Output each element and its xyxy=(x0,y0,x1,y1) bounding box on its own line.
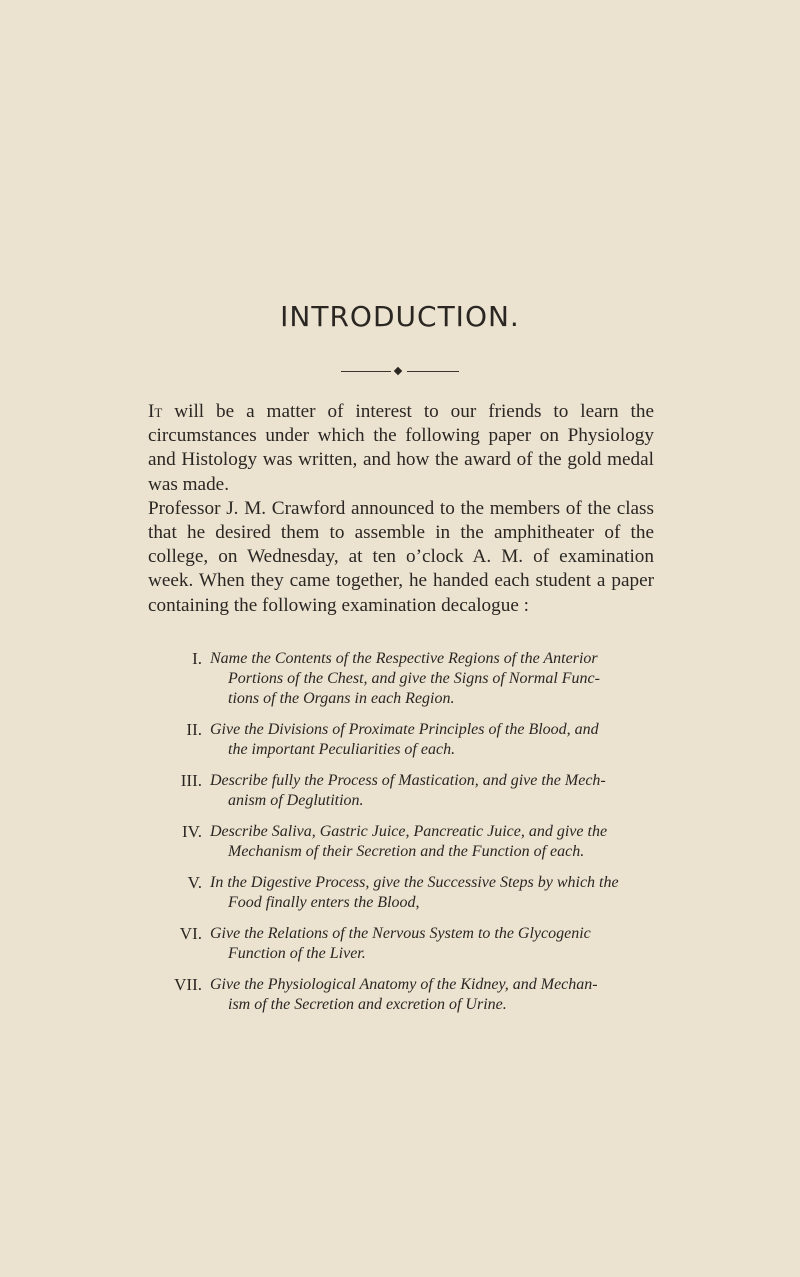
question-number: I. xyxy=(192,649,202,668)
question-line: tions of the Organs in each Region. xyxy=(228,690,455,707)
paragraph-1-lead: It xyxy=(148,401,163,422)
question-text xyxy=(210,975,654,1015)
question-text xyxy=(210,924,654,964)
question-item xyxy=(148,924,654,964)
paragraph-1-text: will be a matter of interest to our friends to learn the circumstances under which the following paper on Physiology and Histology was written, and how the award of the gold medal was made. xyxy=(148,401,654,495)
question-number: V. xyxy=(187,873,202,892)
question-line: Mechanism of their Secretion and the Function of each. xyxy=(228,843,585,860)
title-ornament-rule xyxy=(341,367,459,377)
question-number: VI. xyxy=(179,924,202,943)
paragraph-2-text: Professor J. M. Crawford announced to the members of the class that he desired them to assemble in the amphitheater of the college, on Wednesday, at ten o’clock A. M. of examination week. When they came together, he handed each student a paper containing the following examination decalogue : xyxy=(148,497,654,616)
examination-questions xyxy=(148,649,654,1026)
question-line: Portions of the Chest, and give the Signs of Normal Func- xyxy=(228,670,600,687)
paragraph-2 xyxy=(148,497,654,618)
question-number: VII. xyxy=(174,975,202,994)
question-item xyxy=(148,873,654,913)
question-text xyxy=(210,720,654,760)
question-line: Function of the Liver. xyxy=(228,945,366,962)
question-line: Describe Saliva, Gastric Juice, Pancreatic Juice, and give the xyxy=(210,823,608,840)
question-text xyxy=(210,649,654,709)
ornament-rule-left xyxy=(341,371,391,372)
paragraph-1 xyxy=(148,400,654,497)
question-text xyxy=(210,771,654,811)
question-text xyxy=(210,822,654,862)
question-line: Give the Relations of the Nervous System to the Glycogenic xyxy=(210,925,591,942)
question-line: anism of Deglutition. xyxy=(228,792,364,809)
question-item xyxy=(148,649,654,709)
ornament-rule-right xyxy=(407,371,459,372)
question-number: IV. xyxy=(182,822,202,841)
question-line: Food finally enters the Blood, xyxy=(228,894,420,911)
question-line: Name the Contents of the Respective Regions of the Anterior xyxy=(210,650,598,667)
ornament-diamond xyxy=(394,367,402,375)
question-item xyxy=(148,771,654,811)
question-number: III. xyxy=(180,771,202,790)
question-number: II. xyxy=(186,720,202,739)
question-text xyxy=(210,873,654,913)
question-line: Give the Physiological Anatomy of the Kidney, and Mechan- xyxy=(210,976,598,993)
introduction-body xyxy=(148,400,654,618)
page-title: INTRODUCTION. xyxy=(280,300,520,333)
question-line: ism of the Secretion and excretion of Urine. xyxy=(228,996,507,1013)
question-item xyxy=(148,720,654,760)
question-item xyxy=(148,822,654,862)
question-line: the important Peculiarities of each. xyxy=(228,741,456,758)
question-line: Give the Divisions of Proximate Principles of the Blood, and xyxy=(210,721,599,738)
question-line: In the Digestive Process, give the Successive Steps by which the xyxy=(210,874,619,891)
question-line: Describe fully the Process of Mastication, and give the Mech- xyxy=(210,772,606,789)
question-item xyxy=(148,975,654,1015)
